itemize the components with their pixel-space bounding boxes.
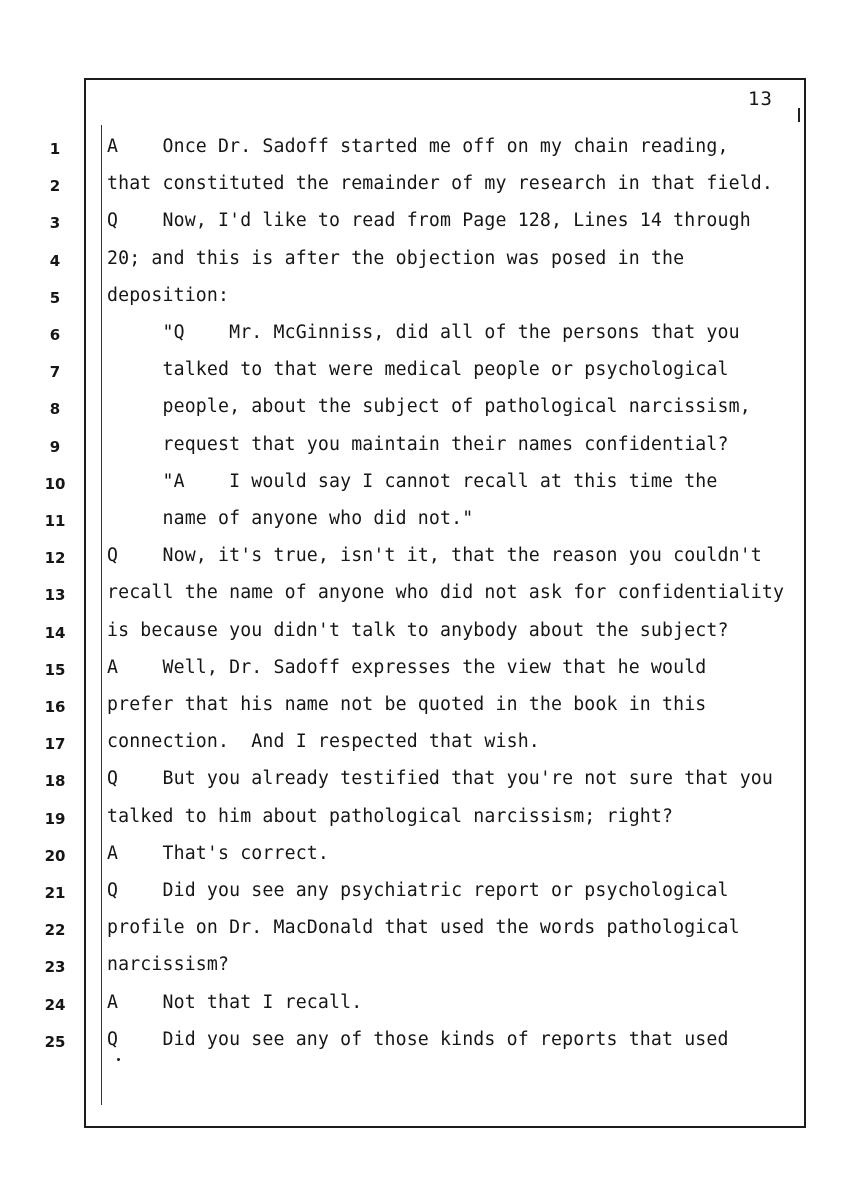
line-number: 10 — [44, 474, 66, 493]
transcript-line: Q Did you see any of those kinds of reports that used — [107, 1028, 729, 1050]
scan-speck — [117, 1058, 120, 1061]
transcript-line: prefer that his name not be quoted in the book in this — [107, 694, 707, 715]
transcript-line: "Q Mr. McGinniss, did all of the persons that you — [107, 322, 740, 343]
transcript-line: A That's correct. — [107, 842, 329, 864]
transcript-line: people, about the subject of pathological narcissism, — [107, 396, 751, 418]
scan-speck — [798, 108, 800, 122]
transcript-line: A Well, Dr. Sadoff expresses the view that he would — [107, 656, 707, 678]
transcript-line: is because you didn't talk to anybody about the subject? — [107, 619, 729, 641]
transcript-line: talked to that were medical people or psychological — [107, 359, 729, 381]
line-number: 23 — [44, 958, 66, 977]
transcript-line: "A I would say I cannot recall at this time the — [107, 470, 718, 492]
line-number: 2 — [49, 177, 61, 196]
transcript-line: connection. And I respected that wish. — [107, 731, 540, 753]
line-number: 1 — [49, 140, 61, 158]
transcript-line: name of anyone who did not." — [107, 508, 474, 529]
transcript-line: 20; and this is after the objection was posed in the — [107, 247, 685, 269]
line-number: 15 — [44, 660, 66, 679]
line-number: 22 — [44, 921, 66, 940]
transcript-line: Q Did you see any psychiatric report or psychological — [107, 880, 729, 901]
transcript-line: A Once Dr. Sadoff started me off on my chain reading, — [107, 136, 729, 157]
transcript-line: recall the name of anyone who did not ask for confidentiality — [107, 582, 785, 604]
line-number: 9 — [49, 437, 61, 456]
line-number: 18 — [44, 772, 66, 791]
line-number: 21 — [44, 884, 66, 902]
transcript-line: deposition: — [107, 284, 230, 306]
transcript-line: Q Now, I'd like to read from Page 128, Lines 14 through — [107, 210, 751, 232]
transcript-line: A Not that I recall. — [107, 991, 363, 1013]
transcript-line: talked to him about pathological narcissism; right? — [107, 805, 674, 827]
transcript-line: Q But you already testified that you're not sure that you — [107, 768, 773, 790]
transcript-line: profile on Dr. MacDonald that used the words pathological — [107, 917, 740, 939]
line-number: 13 — [44, 586, 66, 605]
line-number: 17 — [44, 735, 66, 754]
line-number: 8 — [49, 400, 61, 419]
line-number: 7 — [49, 363, 61, 382]
transcript-line: request that you maintain their names confidential? — [107, 433, 729, 455]
line-number: 19 — [44, 809, 66, 828]
transcript-line: that constituted the remainder of my research in that field. — [107, 173, 773, 195]
line-number: 24 — [44, 995, 66, 1014]
page-number: 13 — [748, 88, 773, 110]
line-number: 11 — [44, 512, 66, 530]
transcript-line: narcissism? — [107, 954, 230, 976]
line-number: 12 — [44, 549, 66, 568]
line-number: 16 — [44, 698, 66, 716]
line-number: 14 — [44, 623, 66, 642]
line-number: 25 — [44, 1032, 66, 1051]
line-number: 6 — [49, 326, 61, 344]
line-number: 4 — [49, 251, 61, 270]
line-number: 20 — [44, 846, 66, 865]
left-margin-rule — [101, 125, 102, 1105]
line-number: 5 — [49, 288, 61, 307]
line-number: 3 — [49, 214, 61, 233]
transcript-line: Q Now, it's true, isn't it, that the reason you couldn't — [107, 545, 762, 567]
